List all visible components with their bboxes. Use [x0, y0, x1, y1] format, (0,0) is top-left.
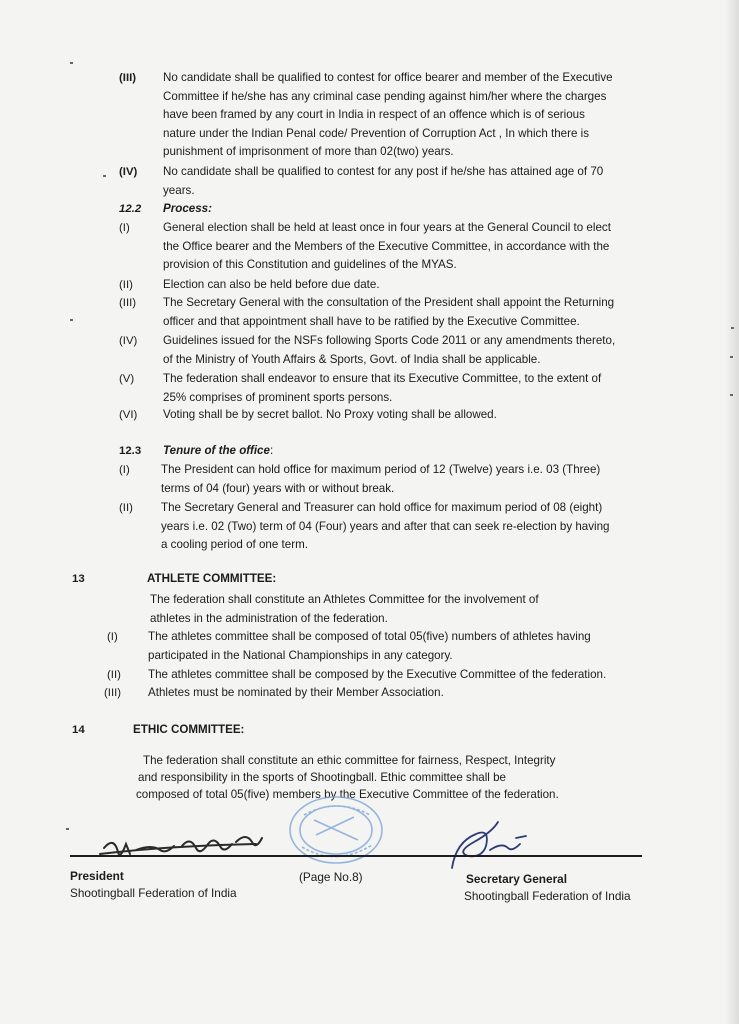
clause-number: (III): [119, 297, 137, 309]
section-heading: ETHIC COMMITTEE:: [133, 723, 245, 736]
clause-line: Guidelines issued for the NSFs following Sports Code 2011 or any amendments thereto,: [163, 334, 616, 347]
clause-number: (V): [119, 373, 135, 385]
clause-line: punishment of imprisonment of more than 02(two) years.: [163, 145, 454, 159]
section-intro-line: athletes in the administration of the federation.: [150, 611, 388, 625]
section-number: 13: [72, 573, 85, 585]
clause-line: The athletes committee shall be composed of total 05(five) numbers of athletes having: [148, 630, 591, 643]
secretary-title: Secretary General: [466, 872, 567, 886]
scan-speck: [731, 327, 734, 329]
section-heading-colon: :: [269, 444, 274, 457]
section-heading-wrap: [163, 442, 273, 461]
section-number: 14: [72, 724, 85, 736]
section-heading: ATHLETE COMMITTEE:: [147, 572, 277, 585]
section-number: 12.3: [119, 445, 142, 457]
page-number: (Page No.8): [299, 870, 363, 884]
clause-line: Athletes must be nominated by their Member Association.: [148, 686, 444, 699]
section-body-line: composed of total 05(five) members by the Executive Committee of the federation.: [136, 788, 559, 801]
clause-number: (III): [104, 687, 122, 699]
president-org: Shootingball Federation of India: [70, 886, 237, 900]
clause-line: The President can hold office for maximum period of 12 (Twelve) years i.e. 03 (Three): [161, 463, 601, 476]
section-heading: Tenure of the office: [163, 444, 270, 457]
clause-line: The Secretary General with the consultation of the President shall appoint the Returning: [163, 296, 615, 309]
scan-speck: [66, 828, 69, 830]
clause-line: officer and that appointment shall have to be ratified by the Executive Committee.: [163, 314, 580, 328]
signature-rule: [70, 855, 642, 857]
section-body-line: and responsibility in the sports of Shootingball. Ethic committee shall be: [138, 771, 506, 784]
clause-line: years i.e. 02 (Two) term of 04 (Four) years and after that can seek re-election by having: [161, 519, 610, 533]
president-signature-icon: [96, 824, 266, 864]
clause-number: (I): [107, 631, 118, 643]
clause-line: nature under the Indian Penal code/ Prevention of Corruption Act , In which there is: [163, 126, 590, 140]
clause-line: Voting shall be by secret ballot. No Proxy voting shall be allowed.: [163, 408, 497, 421]
clause-line: years.: [163, 183, 195, 197]
clause-line: 25% comprises of prominent sports persons.: [163, 390, 393, 404]
clause-number: (IV): [119, 166, 138, 178]
clause-line: provision of this Constitution and guidelines of the MYAS.: [163, 258, 457, 272]
scan-speck: [70, 319, 73, 321]
clause-number: (IV): [119, 335, 138, 347]
clause-line: The federation shall endeavor to ensure that its Executive Committee, to the extent of: [163, 372, 602, 385]
clause-number: (I): [119, 464, 130, 476]
clause-line: of the Ministry of Youth Affairs & Sports, Govt. of India shall be applicable.: [163, 352, 541, 366]
clause-line: have been framed by any court in India in respect of an offence which is of serious: [163, 108, 585, 122]
section-heading: Process:: [163, 202, 212, 215]
secretary-org: Shootingball Federation of India: [464, 889, 631, 903]
section-body-line: The federation shall constitute an ethic committee for fairness, Respect, Integrity: [143, 754, 556, 767]
clause-number: (II): [107, 669, 121, 681]
scan-speck: [730, 394, 733, 396]
clause-line: the Office bearer and the Members of the Executive Committee, in accordance with the: [163, 239, 610, 253]
clause-line: The athletes committee shall be composed by the Executive Committee of the federation.: [148, 668, 607, 681]
secretary-signature-icon: [446, 812, 536, 874]
clause-number: (II): [119, 279, 133, 291]
clause-line: terms of 04 (four) years with or without break.: [161, 481, 395, 495]
clause-number: (III): [119, 72, 137, 84]
section-intro-line: The federation shall constitute an Athletes Committee for the involvement of: [150, 593, 539, 606]
scan-speck: [70, 62, 73, 64]
page-edge-shadow: [725, 0, 739, 1024]
federation-stamp-icon: [284, 795, 404, 875]
clause-line: Election can also be held before due date.: [163, 278, 380, 291]
clause-line: No candidate shall be qualified to contest for any post if he/she has attained age of 70: [163, 165, 604, 178]
clause-number: (VI): [119, 409, 138, 421]
clause-line: a cooling period of one term.: [161, 538, 308, 552]
section-number: 12.2: [119, 203, 142, 215]
president-title: President: [70, 869, 124, 883]
scan-speck: [103, 175, 106, 177]
clause-line: No candidate shall be qualified to contest for office bearer and member of the Executive: [163, 71, 613, 84]
clause-line: General election shall be held at least once in four years at the General Council to elect: [163, 221, 611, 234]
clause-line: The Secretary General and Treasurer can hold office for maximum period of 08 (eight): [161, 501, 603, 514]
clause-number: (II): [119, 502, 133, 514]
clause-number: (I): [119, 222, 130, 234]
clause-line: participated in the National Championships in any category.: [148, 648, 453, 662]
clause-line: Committee if he/she has any criminal case pending against him/her where the charges: [163, 89, 607, 103]
scan-speck: [730, 356, 733, 358]
